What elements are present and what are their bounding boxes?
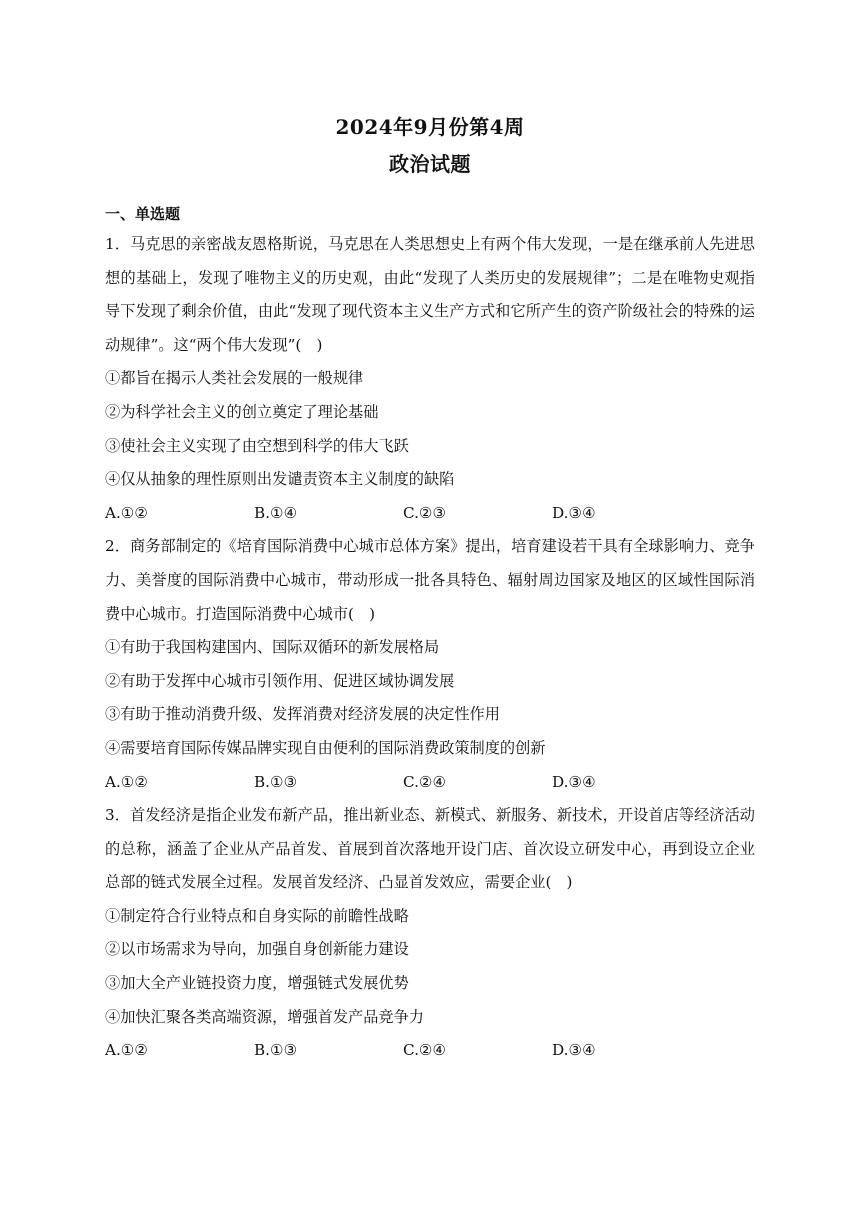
question-option: ①有助于我国构建国内、国际双循环的新发展格局 [105, 638, 440, 657]
answer-choice-d: D.③④ [552, 503, 596, 522]
answer-choice-c: C.②③ [403, 503, 447, 522]
answer-choice-b: B.①③ [254, 772, 298, 791]
question-option: ④仅从抽象的理性原则出发谴责资本主义制度的缺陷 [105, 470, 455, 489]
question-option: ①制定符合行业特点和自身实际的前瞻性战略 [105, 906, 409, 925]
question-option: ④加快汇聚各类高端资源，增强首发产品竞争力 [105, 1007, 424, 1026]
question-option: ②为科学社会主义的创立奠定了理论基础 [105, 402, 379, 421]
answer-choice-d: D.③④ [552, 772, 596, 791]
question-option: ②以市场需求为导向，加强自身创新能力建设 [105, 940, 409, 959]
question-option: ③加大全产业链投资力度，增强链式发展优势 [105, 974, 409, 993]
answer-choice-b: B.①③ [254, 1041, 298, 1060]
answer-choices [105, 497, 755, 531]
question-3 [105, 799, 755, 1068]
document-subtitle: 政治试题 [389, 152, 471, 176]
section-heading: 一、单选题 [105, 205, 181, 223]
answer-choice-b: B.①④ [254, 503, 298, 522]
question-2 [105, 530, 755, 799]
question-option: ①都旨在揭示人类社会发展的一般规律 [105, 369, 364, 388]
answer-choice-a: A.①② [105, 1041, 149, 1060]
answer-choices [105, 1034, 755, 1068]
question-stem: 1．马克思的亲密战友恩格斯说，马克思在人类思想史上有两个伟大发现，一是在继承前人先进思想的基础上，发现了唯物主义的历史观，由此“发现了人类历史的发展规律”；二是在唯物史观指导下发现了剩余价值，由此“发现了现代资本主义生产方式和它所产生的资产阶级社会的特殊的运动规律”。这“两个伟大发现”( ) [105, 235, 755, 354]
question-option: ②有助于发挥中心城市引领作用、促进区域协调发展 [105, 671, 455, 690]
answer-choice-c: C.②④ [403, 1041, 447, 1060]
question-stem: 3．首发经济是指企业发布新产品，推出新业态、新模式、新服务、新技术，开设首店等经济活动的总称，涵盖了企业从产品首发、首展到首次落地开设门店、首次设立研发中心，再到设立企业总部的链式发展全过程。发展首发经济、凸显首发效应，需要企业( ) [105, 806, 755, 892]
answer-choice-c: C.②④ [403, 772, 447, 791]
document-title: 2024年9月份第4周 [335, 115, 525, 139]
question-option: ③使社会主义实现了由空想到科学的伟大飞跃 [105, 436, 409, 455]
answer-choices [105, 766, 755, 800]
question-option: ③有助于推动消费升级、发挥消费对经济发展的决定性作用 [105, 705, 500, 724]
question-stem: 2．商务部制定的《培育国际消费中心城市总体方案》提出，培育建设若干具有全球影响力、竞争力、美誉度的国际消费中心城市，带动形成一批各具特色、辐射周边国家及地区的区域性国际消费中心城市。打造国际消费中心城市( ) [105, 537, 755, 623]
question-option: ④需要培育国际传媒品牌实现自由便利的国际消费政策制度的创新 [105, 738, 546, 757]
answer-choice-a: A.①② [105, 772, 149, 791]
answer-choice-d: D.③④ [552, 1041, 596, 1060]
answer-choice-a: A.①② [105, 503, 149, 522]
question-1 [105, 228, 755, 530]
question-list [105, 228, 755, 1068]
